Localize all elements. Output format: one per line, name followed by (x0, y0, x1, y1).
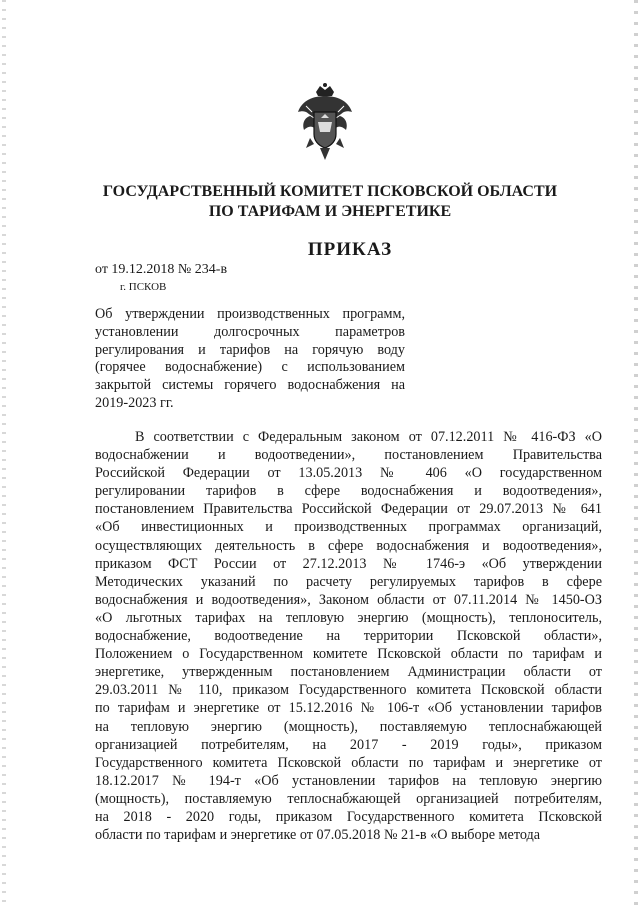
body-line: 18.12.2017 № 194-т «Об установлении тарифов на тепловую энергию (95, 772, 602, 789)
body-line: водоснабжении и водоотведении», постановлением Правительства (95, 447, 602, 464)
body-line: (мощность), поставляемую теплоснабжающей организацией потребителям, (95, 790, 602, 807)
body-line: Российской Федерации от 13.05.2013 № 406 «О государственном (95, 465, 602, 482)
body-line: приказом ФСТ России от 27.12.2013 № 1746-э «Об утверждении (95, 555, 602, 572)
body-line: Положением о Государственном комитете Псковской области по тарифам и (95, 646, 602, 663)
body-line: организацией потребителям, на 2017 - 2019 годы», приказом (95, 736, 602, 753)
body-line: области по тарифам и энергетике от 07.05.2018 № 21-в «О выборе метода (95, 827, 541, 844)
organization-name (100, 182, 560, 222)
body-line: В соответствии с Федеральным законом от 07.12.2011 № 416-ФЗ «О (135, 429, 602, 445)
organization-name-line-1: ГОСУДАРСТВЕННЫЙ КОМИТЕТ ПСКОВСКОЙ ОБЛАСТИ (102, 183, 558, 200)
body-line: на 2018 - 2020 годы, приказом Государственного комитета Псковской (95, 808, 602, 825)
subject-line: (горячее водоснабжение) с использованием (95, 359, 405, 376)
subject-line: установлении долгосрочных параметров (95, 323, 405, 340)
body-line: на тепловую энергию (мощность), поставляемую теплоснабжающей (95, 718, 602, 735)
subject-line: 2019-2023 гг. (95, 394, 174, 411)
document-subject (95, 306, 405, 413)
body-line: постановлением Правительства Российской Федерации от 29.07.2013 № 641 (95, 501, 602, 518)
scan-edge-left (2, 0, 6, 905)
subject-line: закрытой системы горячего водоснабжения на (95, 377, 405, 394)
body-line: осуществляющих деятельность в сфере водоснабжения и водоотведения», (95, 537, 602, 554)
document-date-number: от 19.12.2018 № 234-в (95, 262, 228, 277)
document-city: г. ПСКОВ (120, 281, 167, 293)
document-body (95, 428, 602, 844)
body-line: Методических указаний по расчету регулируемых тарифов в сфере (95, 573, 602, 590)
body-line: энергетике, утвержденным постановлением Администрации области от (95, 664, 602, 681)
pskov-coat-of-arms-icon (294, 82, 356, 164)
document-type: ПРИКАЗ (307, 239, 393, 260)
body-line: 29.03.2011 № 110, приказом Государственного комитета Псковской области (95, 682, 602, 699)
body-line: Государственного комитета Псковской области по тарифам и энергетике от (95, 754, 602, 771)
body-line: «Об инвестиционных и производственных программах организаций, (95, 519, 602, 536)
body-line: «О льготных тарифах на тепловую энергию (мощность), теплоноситель, (95, 609, 602, 626)
body-line: по тарифам и энергетике от 15.12.2016 № 106-т «Об установлении тарифов (95, 700, 602, 717)
organization-name-line-2: ПО ТАРИФАМ И ЭНЕРГЕТИКЕ (208, 203, 452, 220)
subject-line: Об утверждении производственных программ, (95, 306, 405, 322)
subject-line: регулирования и тарифов на горячую воду (95, 341, 405, 358)
scan-edge-right (634, 0, 638, 905)
body-line: регулировании тарифов в сфере водоснабжения и водоотведения», (95, 483, 602, 500)
body-line: водоснабжения и водоотведения», Законом области от 07.11.2014 № 1450-ОЗ (95, 591, 602, 608)
body-line: водоснабжение, водоотведение на территории Псковской области», (95, 628, 602, 645)
